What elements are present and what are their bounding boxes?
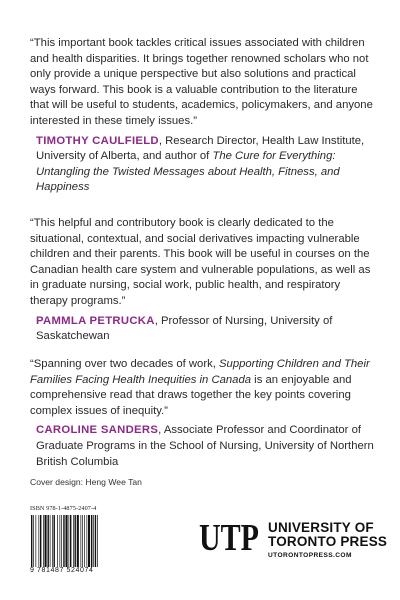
publisher-url: UTORONTOPRESS.COM (268, 552, 352, 559)
isbn-label: ISBN 978-1-4875-2407-4 (30, 505, 97, 512)
endorser-affiliation: , Associate Professor and Coordinator of Graduate Programs in the School of Nursing, University of Northern British Columbia (36, 424, 374, 468)
endorsement-quote (30, 357, 376, 419)
endorsement-2 (30, 216, 376, 345)
barcode-bar (95, 515, 96, 567)
barcode-bar (43, 515, 44, 567)
barcode-bar (61, 515, 62, 567)
barcode-bar (54, 515, 55, 567)
quoted-book-title: Supporting Children and Their Families Facing Health Inequities in Canada (30, 358, 370, 386)
quote-text-end: is an enjoyable and comprehensive read that draws together the key points covering complex issues of inequity.” (30, 373, 352, 417)
barcode-bar (57, 515, 58, 567)
svg-text:UTP: UTP (199, 517, 259, 559)
barcode-bar (87, 515, 88, 567)
barcode-bar (93, 515, 94, 567)
endorsement-attribution (30, 423, 376, 470)
barcode-bar (36, 515, 37, 567)
barcode-bar (75, 515, 76, 567)
barcode-bar (66, 515, 68, 567)
barcode-bar (52, 515, 53, 567)
barcode-bar (63, 515, 64, 567)
barcode-bar (91, 515, 92, 567)
quote-text-start: “Spanning over two decades of work, (30, 358, 220, 370)
publisher-name-line-2: TORONTO PRESS (268, 534, 388, 549)
endorsement-1 (30, 36, 376, 196)
barcode-bar (70, 515, 71, 567)
utp-logo-mark (198, 508, 260, 558)
barcode-digits: 9 781487 524074 (30, 567, 94, 574)
endorser-affiliation: , Research Director, Health Law Institute, University of Alberta, and author of (36, 134, 365, 163)
endorsement-3 (30, 357, 376, 470)
endorsement-attribution (30, 134, 376, 196)
barcode-bar (69, 515, 70, 567)
endorser-name: TIMOTHY CAULFIELD (36, 134, 159, 147)
cover-design-credit: Cover design: Heng Wee Tan (30, 477, 142, 487)
endorser-name: CAROLINE SANDERS (36, 424, 159, 437)
publisher-name-line-1: UNIVERSITY OF (268, 520, 374, 535)
endorsement-quote: “This important book tackles critical issues associated with children and health disparities. It brings together renowned scholars who not only provide a unique perspective but also solutions and practical ways forward. This book is a valuable contribution to the literature that will be useful to students, academics, policymakers, and anyone interested in these timely issues.” (30, 37, 373, 127)
endorsement-quote: “This helpful and contributory book is clearly dedicated to the situational, contextual, and social derivatives impacting vulnerable children and their parents. This book will be useful in courses on the Canadian health care system and vulnerable populations, as well as in graduate nursing, social work, public health, and respiratory therapy programs.” (30, 217, 371, 307)
barcode-bar (88, 515, 90, 567)
barcode-bar (50, 515, 51, 567)
barcode-bar (82, 515, 83, 567)
barcode-bar (73, 515, 74, 567)
barcode-bar (33, 515, 34, 567)
barcode-bar (48, 515, 49, 567)
barcode-bar (40, 515, 41, 567)
barcode-bar (77, 515, 79, 567)
barcode-bar (45, 515, 47, 567)
endorsement-attribution (30, 314, 376, 345)
endorser-name: PAMMLA PETRUCKA (36, 314, 155, 327)
barcode-bar (84, 515, 85, 567)
endorser-affiliation: , Professor of Nursing, University of Saskatchewan (36, 314, 333, 343)
barcode-bar (31, 515, 32, 567)
publisher-logo (198, 508, 388, 574)
publisher-name (268, 521, 387, 549)
barcode-bar (60, 515, 61, 567)
endorser-book-title: The Cure for Everything: Untangling the Twisted Messages about Health, Fitness, and Happiness (36, 150, 340, 194)
isbn-barcode (30, 505, 122, 577)
barcode-bar (39, 515, 40, 567)
barcode-bar (97, 515, 98, 567)
barcode-bar (81, 515, 82, 567)
barcode-bars (30, 515, 122, 567)
